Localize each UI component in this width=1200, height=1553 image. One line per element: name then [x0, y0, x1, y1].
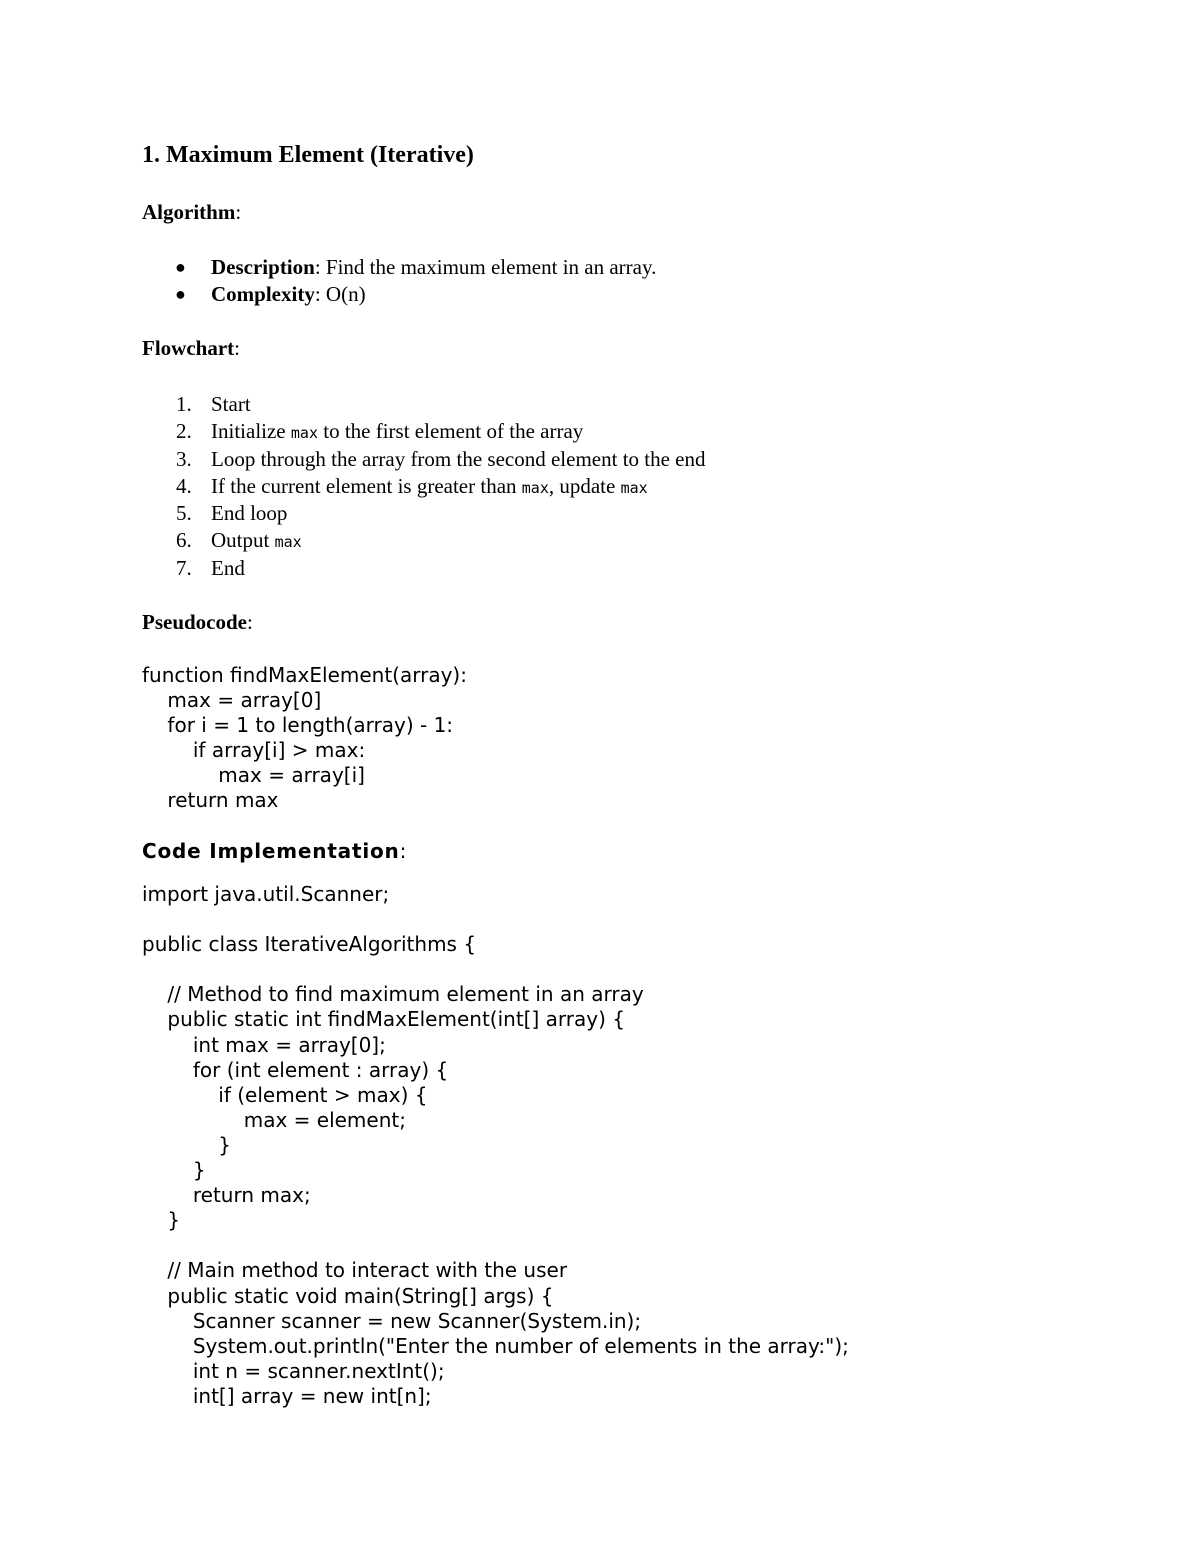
- flowchart-step-text: Start: [211, 392, 251, 416]
- pseudocode-block: [142, 663, 467, 813]
- pseudocode-line: for i = 1 to length(array) - 1:: [142, 713, 454, 737]
- flowchart-step-number: 4.: [176, 473, 192, 498]
- flowchart-step: [142, 555, 706, 582]
- code-line: if (element > max) {: [142, 1082, 428, 1107]
- code-line: }: [142, 1158, 206, 1183]
- code-line: // Method to find maximum element in an array: [142, 982, 644, 1007]
- code-line: [142, 957, 849, 982]
- code-line: import java.util.Scanner;: [142, 882, 390, 906]
- bullet-icon: ●: [175, 257, 186, 277]
- flowchart-step: [142, 527, 706, 554]
- algorithm-list: [142, 254, 656, 308]
- algorithm-item-label: Description: [211, 255, 315, 279]
- pseudocode-line: max = array[i]: [142, 763, 365, 787]
- flowchart-step-text: End: [211, 555, 245, 580]
- inline-code: max: [521, 478, 549, 497]
- implementation-heading: [142, 839, 407, 863]
- code-line: }: [142, 1208, 181, 1233]
- bullet-icon: ●: [175, 284, 186, 304]
- code-line: max = element;: [142, 1107, 406, 1132]
- algorithm-item-text: : O(n): [314, 282, 366, 306]
- code-line: System.out.println("Enter the number of elements in the array:");: [142, 1333, 849, 1358]
- flowchart-step: [142, 500, 706, 527]
- inline-code: max: [290, 424, 318, 443]
- flowchart-heading: [142, 336, 240, 361]
- pseudocode-line: function findMaxElement(array):: [142, 663, 467, 687]
- flowchart-step: [142, 446, 706, 473]
- flowchart-step-text: Initialize: [211, 419, 291, 444]
- pseudocode-line: return max: [142, 788, 279, 812]
- code-line: public static void main(String[] args) {: [142, 1283, 554, 1308]
- flowchart-step-number: 5.: [176, 501, 192, 526]
- code-line: int max = array[0];: [142, 1032, 386, 1057]
- flowchart-step-text: End loop: [211, 501, 288, 526]
- code-line: int n = scanner.nextInt();: [142, 1358, 445, 1383]
- inline-code: max: [620, 478, 648, 497]
- pseudocode-heading-label: Pseudocode: [142, 610, 247, 634]
- code-line: public static int findMaxElement(int[] array) {: [142, 1007, 625, 1032]
- pseudocode-heading-colon: :: [247, 610, 253, 634]
- page-title: 1. Maximum Element (Iterative): [142, 142, 474, 168]
- flowchart-heading-label: Flowchart: [142, 336, 235, 360]
- flowchart-step: [142, 473, 706, 500]
- pseudocode-line: max = array[0]: [142, 688, 322, 712]
- algorithm-item-label: Complexity: [211, 282, 315, 306]
- flowchart-step-number: 6.: [176, 528, 192, 553]
- flowchart-step-number: 3.: [176, 446, 192, 471]
- code-line: for (int element : array) {: [142, 1057, 449, 1082]
- flowchart-step-number: 7.: [176, 555, 192, 580]
- algorithm-item-complexity: [142, 281, 656, 308]
- flowchart-step-text: to the first element of the array: [317, 419, 584, 444]
- algorithm-heading-label: Algorithm: [142, 200, 236, 224]
- implementation-heading-label: Code Implementation: [142, 839, 400, 863]
- flowchart-step-text: Loop through the array from the second element to the end: [211, 446, 706, 471]
- code-line: [142, 907, 849, 932]
- inline-code: max: [274, 533, 302, 552]
- code-line: // Main method to interact with the user: [142, 1258, 568, 1283]
- implementation-heading-colon: :: [399, 839, 408, 863]
- flowchart-step-text: If the current element is greater than: [211, 473, 522, 498]
- pseudocode-line: if array[i] > max:: [142, 738, 366, 762]
- code-line: int[] array = new int[n];: [142, 1383, 432, 1408]
- flowchart-step-text: , update: [548, 473, 621, 498]
- code-implementation-block: [142, 882, 849, 1409]
- code-line: }: [142, 1132, 232, 1157]
- code-line: Scanner scanner = new Scanner(System.in);: [142, 1308, 642, 1333]
- flowchart-step-number: 2.: [176, 419, 192, 444]
- flowchart-step-text: Output: [211, 528, 275, 553]
- flowchart-steps: [142, 391, 706, 582]
- algorithm-item-text: : Find the maximum element in an array.: [314, 255, 657, 279]
- algorithm-item-description: [142, 254, 656, 281]
- algorithm-heading: [142, 200, 241, 225]
- flowchart-step: [142, 418, 706, 445]
- flowchart-step-number: 1.: [176, 392, 192, 416]
- flowchart-heading-colon: :: [234, 336, 240, 360]
- code-line: return max;: [142, 1183, 311, 1208]
- code-line: public class IterativeAlgorithms {: [142, 932, 477, 957]
- code-line: [142, 1233, 849, 1258]
- flowchart-step: [142, 391, 706, 418]
- algorithm-heading-colon: :: [235, 200, 242, 224]
- pseudocode-heading: [142, 610, 253, 635]
